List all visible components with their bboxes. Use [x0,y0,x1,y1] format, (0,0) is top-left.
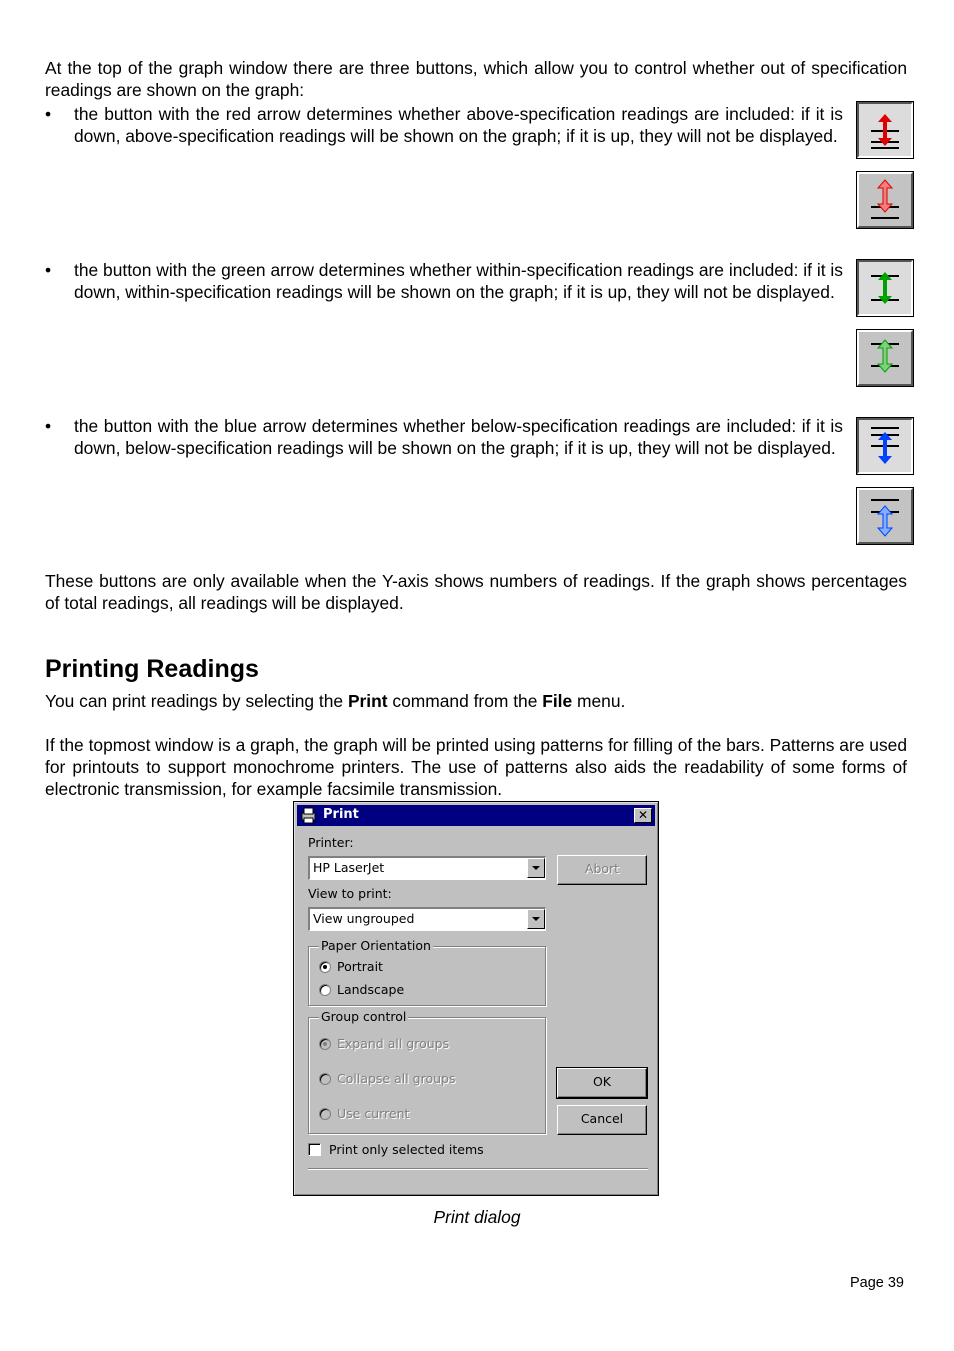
abort-button[interactable]: Abort [557,855,647,885]
dialog-titlebar[interactable] [297,805,655,826]
blue-arrow-icon [859,420,911,472]
portrait-label: Portrait [337,959,383,974]
landscape-label: Landscape [337,982,405,997]
radio-circle[interactable] [319,1038,331,1050]
red-arrow-icon [859,104,911,156]
page-number: Page 39 [849,1275,904,1291]
above-spec-button-down-image [857,102,913,158]
bullet-red [45,103,843,147]
radio-circle[interactable] [319,1073,331,1085]
cancel-button[interactable]: Cancel [557,1105,647,1135]
group-control-label: Group control [321,1009,407,1024]
within-spec-button-down-image [857,260,913,316]
radio-circle[interactable] [319,961,331,973]
paper-orientation-group [308,938,546,1006]
below-spec-button-down-image [857,418,913,474]
green-arrow-icon [859,262,911,314]
bullet-dot: • [45,416,52,436]
bullet-dot: • [45,260,52,280]
below-spec-button-up-image [857,488,913,544]
figure-caption: Print dialog [433,1207,521,1227]
use-current-label: Use current [337,1106,410,1121]
printer-icon [300,807,317,824]
print-dialog [293,801,659,1196]
bullet-blue-text: the button with the blue arrow determines whether below-specification readings are included: if it is down, below-specification readings will be shown on the graph; if it is up, they will not be displayed. [74,416,843,458]
dialog-separator [308,1168,648,1170]
printer-value: HP LaserJet [313,860,385,875]
blue-arrow-icon [859,490,911,542]
collapse-groups-label: Collapse all groups [337,1071,456,1086]
view-select[interactable] [308,907,546,931]
intro-paragraph: At the top of the graph window there are three buttons, which allow you to control whether out of specification readings are shown on the graph: [45,58,907,100]
bullet-green-text: the button with the green arrow determines whether within-specification readings are included: if it is down, within-specification readings will be shown on the graph; if it is up, they will not be displayed. [74,260,843,302]
printer-label: Printer: [308,835,354,850]
file-menu: File [542,691,573,711]
print-command-paragraph [45,690,907,712]
group-control-group [308,1009,546,1134]
print-para-post: menu. [572,691,626,711]
red-arrow-icon [859,174,911,226]
expand-groups-label: Expand all groups [337,1036,450,1051]
within-spec-button-up-image [857,330,913,386]
selected-only-label: Print only selected items [329,1142,484,1157]
radio-circle[interactable] [319,1108,331,1120]
print-command: Print [347,691,388,711]
dialog-title: Print [323,807,359,822]
printer-select[interactable] [308,856,546,880]
close-button[interactable]: ✕ [634,808,652,823]
chevron-down-icon[interactable] [527,858,545,878]
buttons-note-paragraph: These buttons are only available when the Y-axis shows numbers of readings. If the graph shows percentages of total readings, all readings will be displayed. [45,571,907,613]
bullet-red-text: the button with the red arrow determines whether above-specification readings are included: if it is down, above-specification readings will be shown on the graph; if it is up, they will not be displayed. [74,104,843,146]
ok-button[interactable]: OK [557,1068,647,1098]
patterns-paragraph: If the topmost window is a graph, the graph will be printed using patterns for filling of the bars. Patterns are used for printouts to support monochrome printers. The use of patterns also aids the readability of some forms of electronic transmission, for example facsimile transmission. [45,735,907,799]
chevron-down-icon[interactable] [527,909,545,929]
green-arrow-icon [859,332,911,384]
section-heading: Printing Readings [45,655,259,683]
print-para-pre: You can print readings by selecting the [45,691,348,711]
above-spec-button-up-image [857,172,913,228]
bullet-dot: • [45,104,52,124]
print-para-mid: command from the [387,691,543,711]
paper-orientation-label: Paper Orientation [321,938,431,953]
checkbox-box[interactable] [308,1143,321,1156]
bullet-blue [45,415,843,459]
view-label: View to print: [308,886,392,901]
view-value: View ungrouped [313,911,415,926]
bullet-green [45,259,843,303]
radio-circle[interactable] [319,984,331,996]
